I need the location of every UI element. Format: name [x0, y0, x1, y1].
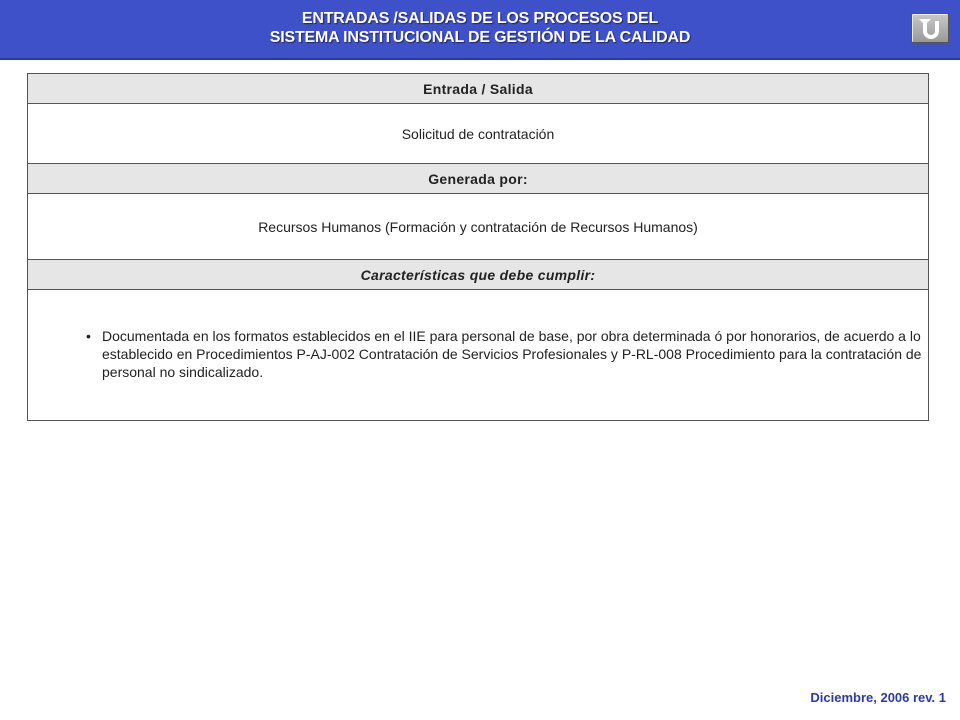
page-header — [0, 0, 960, 60]
page-title-line2: SISTEMA INSTITUCIONAL DE GESTIÓN DE LA CALIDAD — [269, 29, 691, 46]
bullet-marker: • — [86, 328, 91, 344]
back-button[interactable] — [911, 13, 949, 43]
generada-por-value: Recursos Humanos (Formación y contratación de Recursos Humanos) — [258, 218, 698, 235]
generada-por-header: Generada por: — [28, 164, 928, 194]
entrada-salida-header: Entrada / Salida — [28, 74, 928, 104]
caracteristicas-header: Características que debe cumplir: — [28, 260, 928, 290]
entry-exit-table — [27, 73, 929, 421]
page-title — [0, 9, 960, 47]
generada-por-value-cell — [28, 194, 928, 260]
caracteristicas-list-item — [28, 290, 946, 381]
footer-revision: Diciembre, 2006 rev. 1 — [810, 690, 946, 705]
entrada-salida-value-cell — [28, 104, 928, 164]
caracteristicas-value-cell — [28, 290, 928, 420]
caracteristicas-value: Documentada en los formatos establecidos en el IIE para personal de base, por obra determinada ó por honorarios, de acuerdo a lo establecido en Procedimientos P-AJ-002 Contratación de Servicios Profesionales y P-RL-008 Procedimiento para la contratación de personal no sindicalizado. — [102, 328, 922, 380]
return-arrow-icon — [919, 17, 943, 41]
page-title-line1: ENTRADAS /SALIDAS DE LOS PROCESOS DEL — [301, 10, 659, 27]
entrada-salida-value: Solicitud de contratación — [401, 125, 555, 142]
